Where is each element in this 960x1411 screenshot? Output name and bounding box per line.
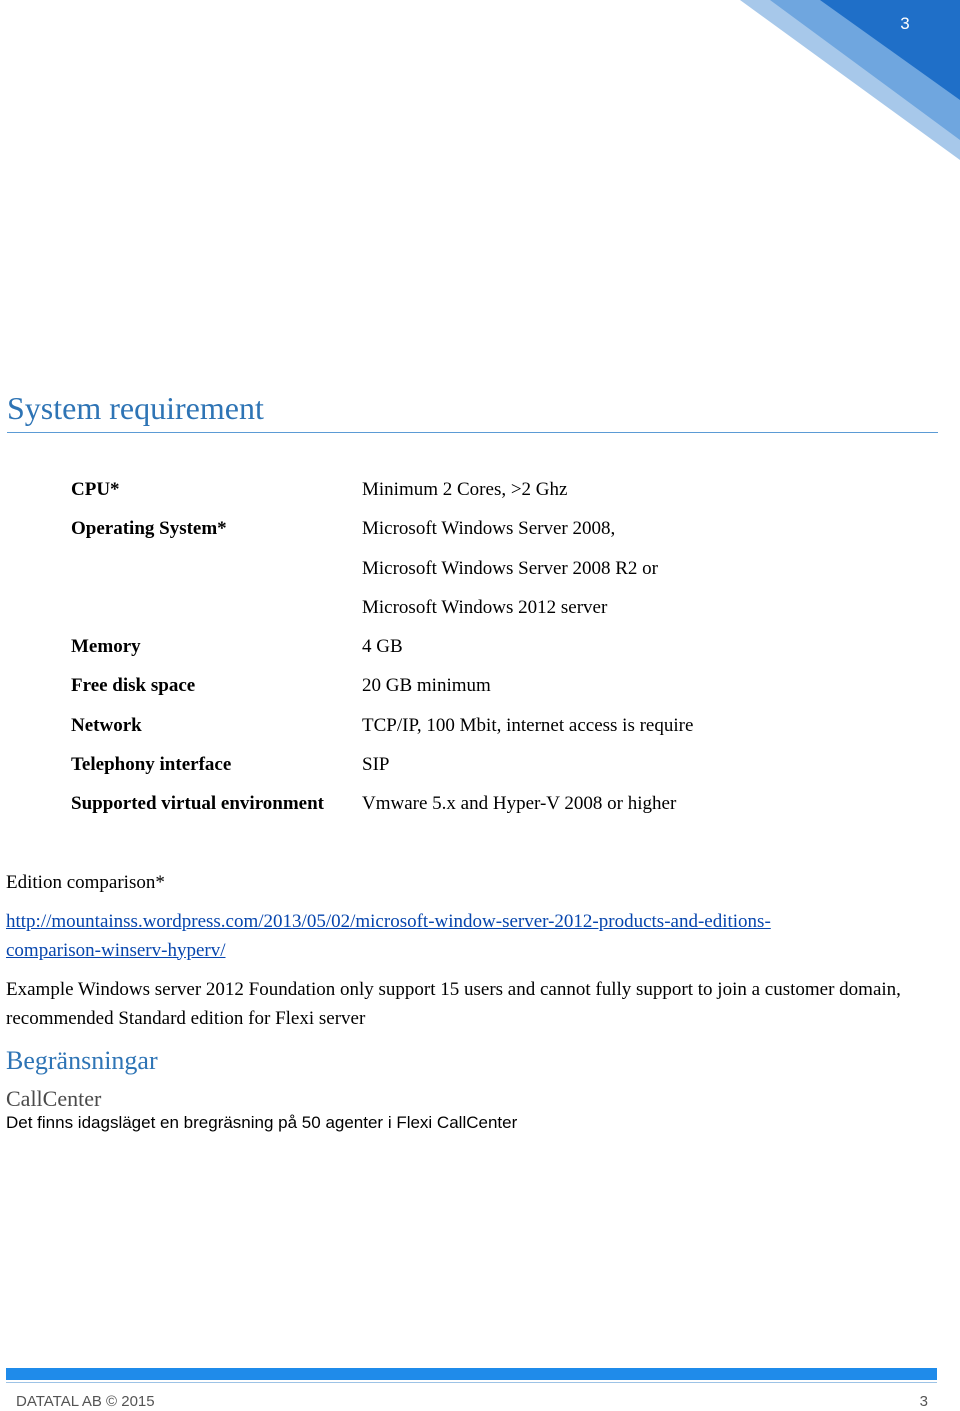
edition-link-line2[interactable]: comparison-winserv-hyperv/	[6, 939, 226, 961]
footer-line	[6, 1382, 937, 1383]
header-page-number: 3	[900, 14, 910, 33]
requirement-label: Supported virtual environment	[71, 793, 325, 815]
edition-link-line1[interactable]: http://mountainss.wordpress.com/2013/05/02/microsoft-window-server-2012-products-and-editions-	[6, 911, 771, 932]
limits-subheading: CallCenter	[6, 1086, 102, 1111]
edition-example: Example Windows server 2012 Foundation only support 15 users and cannot fully support to join a customer domain, recommended Standard edition for Flexi server	[6, 979, 901, 1029]
footer-copyright: DATATAL AB © 2015	[16, 1393, 155, 1410]
requirement-row-os	[71, 512, 891, 630]
requirement-value: TCP/IP, 100 Mbit, internet access is require	[362, 714, 694, 736]
requirement-label: Memory	[71, 636, 141, 658]
requirement-value: 20 GB minimum	[362, 675, 491, 697]
requirement-value: Minimum 2 Cores, >2 Ghz	[362, 479, 568, 500]
footer-bar	[6, 1368, 937, 1380]
requirement-row-cpu	[71, 473, 891, 512]
requirement-row-telephony	[71, 748, 891, 787]
limits-heading: Begränsningar	[6, 1046, 158, 1075]
requirement-row-memory	[71, 630, 891, 669]
requirement-label: Network	[71, 714, 142, 736]
requirement-label: Telephony interface	[71, 754, 232, 776]
requirement-value: Microsoft Windows Server 2008,	[362, 518, 616, 540]
edition-link[interactable]	[6, 908, 941, 965]
requirement-value: Microsoft Windows Server 2008 R2 or	[362, 557, 658, 579]
requirement-value: Microsoft Windows 2012 server	[362, 596, 608, 618]
edition-heading: Edition comparison*	[6, 872, 165, 893]
title-underline	[7, 432, 938, 433]
footer-page-number: 3	[919, 1393, 928, 1410]
requirement-label: CPU*	[71, 479, 120, 500]
requirements-table	[71, 473, 891, 827]
limits-text: Det finns idagsläget en bregräsning på 50 agenter i Flexi CallCenter	[6, 1113, 518, 1132]
requirement-value: SIP	[362, 754, 390, 776]
requirement-value: 4 GB	[362, 636, 403, 658]
requirement-label: Operating System*	[71, 518, 227, 540]
requirement-row-network	[71, 709, 891, 748]
page-title: System requirement	[7, 390, 264, 426]
requirement-row-disk	[71, 669, 891, 708]
corner-decoration	[740, 0, 960, 160]
requirement-value: Vmware 5.x and Hyper-V 2008 or higher	[362, 793, 677, 815]
requirement-row-virtual	[71, 787, 891, 826]
requirement-label: Free disk space	[71, 675, 196, 697]
